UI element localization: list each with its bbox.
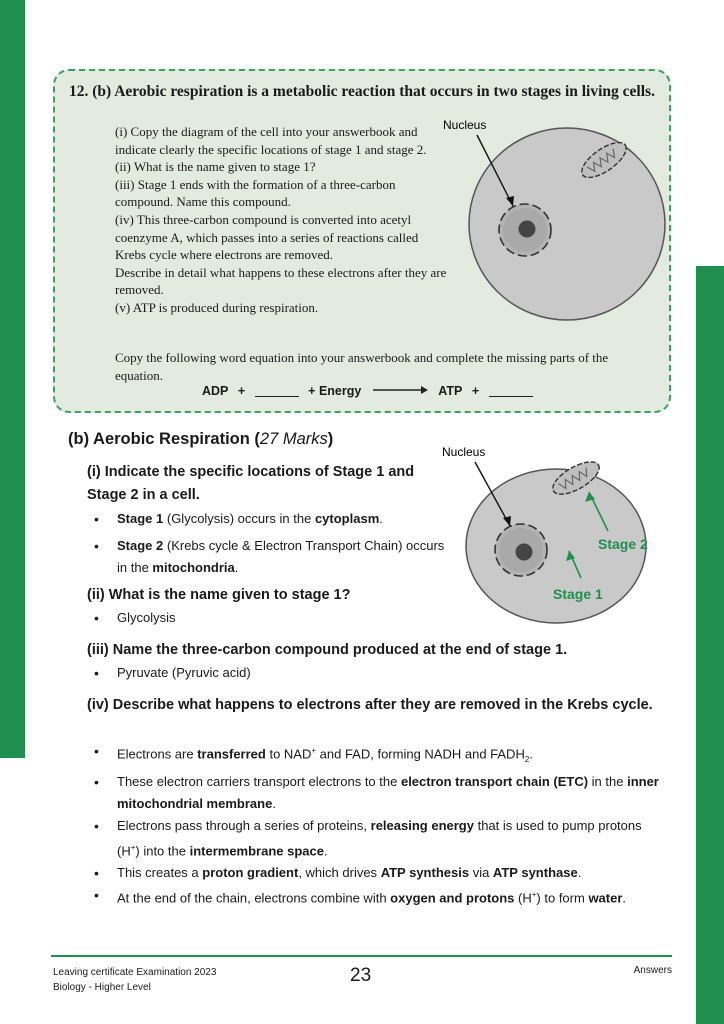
eq-blank	[255, 384, 299, 397]
text: .	[529, 746, 533, 762]
footer-section: Answers	[633, 965, 672, 976]
eq-plus-energy: + Energy	[308, 383, 362, 398]
cell-diagram-answer	[438, 440, 658, 630]
text: .	[272, 795, 276, 811]
question-body-wide	[115, 349, 655, 384]
text: These electron carriers transport electrons to the	[117, 773, 401, 789]
list-item: • Pyruvate (Pyruvic acid)	[94, 662, 251, 684]
bold-text: ATP synthesis	[380, 865, 470, 881]
list-iv	[94, 740, 659, 910]
answer-title-close: )	[327, 430, 334, 448]
stage2-label: Stage 2	[598, 536, 648, 552]
bold-text: oxygen and protons	[390, 890, 515, 906]
heading-iii: (iii) Name the three-carbon compound produced at the end of stage 1.	[87, 642, 568, 658]
text: (Krebs cycle & Electron Transport Chain) occurs in the	[117, 538, 445, 575]
list-item	[94, 815, 659, 862]
right-accent-bar	[696, 266, 724, 1024]
footer-divider	[51, 955, 672, 957]
eq-plus: +	[471, 383, 480, 398]
question-line: Copy the following word equation into your answerbook and complete the missing parts of the equation.	[115, 350, 609, 383]
list-i	[94, 508, 449, 579]
nucleus-label: Nucleus	[443, 118, 487, 132]
list-item	[94, 884, 659, 909]
heading-i: (i) Indicate the specific locations of Stage 1 and Stage 2 in a cell.	[87, 464, 415, 503]
bold-text: electron transport chain (ETC)	[400, 773, 589, 789]
question-title: 12. (b) Aerobic respiration is a metabolic reaction that occurs in two stages in living cells.	[69, 83, 655, 100]
question-line: (iv) This three-carbon compound is converted into acetyl coenzyme A, which passes into a series of reactions called Krebs cycle where electrons are removed.	[115, 211, 419, 263]
text: that is used to pump protons (H	[117, 817, 642, 859]
question-line: (i) Copy the diagram of the cell into your answerbook and indicate clearly the specific locations of stage 1 and stage 2.	[115, 124, 427, 157]
word-equation	[202, 383, 539, 398]
text: ) into the	[135, 843, 190, 859]
footer-exam-info	[53, 965, 216, 995]
nucleus-icon	[495, 524, 547, 576]
list-item	[94, 740, 659, 771]
question-line: (v) ATP is produced during respiration.	[115, 299, 319, 315]
answer-title	[68, 430, 333, 449]
list-item	[94, 508, 449, 530]
text: .	[379, 511, 383, 526]
question-box	[53, 69, 671, 413]
text: Electrons are	[117, 746, 198, 762]
text: .	[577, 865, 582, 881]
answer-marks: 27 Marks	[259, 430, 328, 448]
list-item	[94, 862, 659, 884]
bold-text: inner mitochondrial membrane	[117, 773, 659, 811]
bold-text: proton gradient	[202, 865, 299, 881]
bold-text: water	[588, 890, 623, 906]
bold-text: releasing energy	[370, 817, 474, 833]
text: This creates a	[117, 865, 203, 881]
superscript: +	[311, 746, 317, 755]
text: Electrons pass through a series of proteins,	[117, 817, 371, 833]
text: and FAD, forming NADH and FADH	[316, 746, 525, 762]
list-item	[94, 771, 659, 815]
question-line: Describe in detail what happens to these electrons after they are removed.	[115, 264, 447, 298]
text: .	[324, 843, 328, 859]
text: (Glycolysis) occurs in the	[163, 511, 315, 526]
footer-line1: Leaving certificate Examination 2023	[53, 967, 217, 978]
text: in the	[588, 773, 628, 789]
arrow-right-icon	[371, 384, 429, 398]
left-accent-bar	[0, 0, 25, 758]
list-item	[94, 535, 449, 579]
answer-title-text: (b) Aerobic Respiration (	[68, 430, 260, 448]
eq-blank	[489, 384, 533, 397]
bold-text: Stage 2	[117, 538, 164, 553]
superscript: +	[130, 842, 136, 852]
text: ) to form	[536, 890, 589, 906]
page-number: 23	[350, 965, 372, 986]
text: (H	[514, 890, 532, 906]
heading-ii: (ii) What is the name given to stage 1?	[87, 587, 351, 603]
text: .	[234, 560, 239, 575]
bold-text: intermembrane space	[189, 843, 324, 859]
bold-text: Stage 1	[117, 511, 164, 526]
list-ii	[94, 607, 176, 629]
question-body	[115, 123, 447, 317]
bold-text: cytoplasm	[314, 511, 380, 526]
text: At the end of the chain, electrons combine with	[117, 890, 391, 906]
cell-diagram-question	[443, 113, 670, 323]
cell-membrane	[469, 128, 665, 320]
eq-plus: +	[237, 383, 246, 398]
bold-text: mitochondria	[152, 560, 235, 575]
footer-line2: Biology - Higher Level	[53, 982, 151, 993]
heading-iv: (iv) Describe what happens to electrons after they are removed in the Krebs cycle.	[87, 697, 653, 713]
list-iii	[94, 662, 251, 684]
question-line: (iii) Stage 1 ends with the formation of a three-carbon compound. Name this compound.	[115, 176, 396, 210]
text: .	[622, 890, 627, 906]
stage1-label: Stage 1	[553, 586, 603, 602]
question-line: (ii) What is the name given to stage 1?	[115, 159, 316, 175]
nucleus-label: Nucleus	[442, 445, 486, 459]
text: , which drives	[298, 865, 381, 881]
list-item: • Glycolysis	[94, 607, 176, 629]
text: via	[469, 865, 493, 881]
eq-adp: ADP	[202, 383, 229, 398]
nucleus-icon	[499, 204, 551, 256]
bold-text: ATP synthase	[492, 865, 578, 881]
bold-text: transferred	[197, 746, 266, 762]
superscript: +	[531, 890, 537, 900]
subscript: 2	[524, 754, 530, 764]
eq-atp: ATP	[438, 383, 463, 398]
text: to NAD	[265, 746, 312, 762]
